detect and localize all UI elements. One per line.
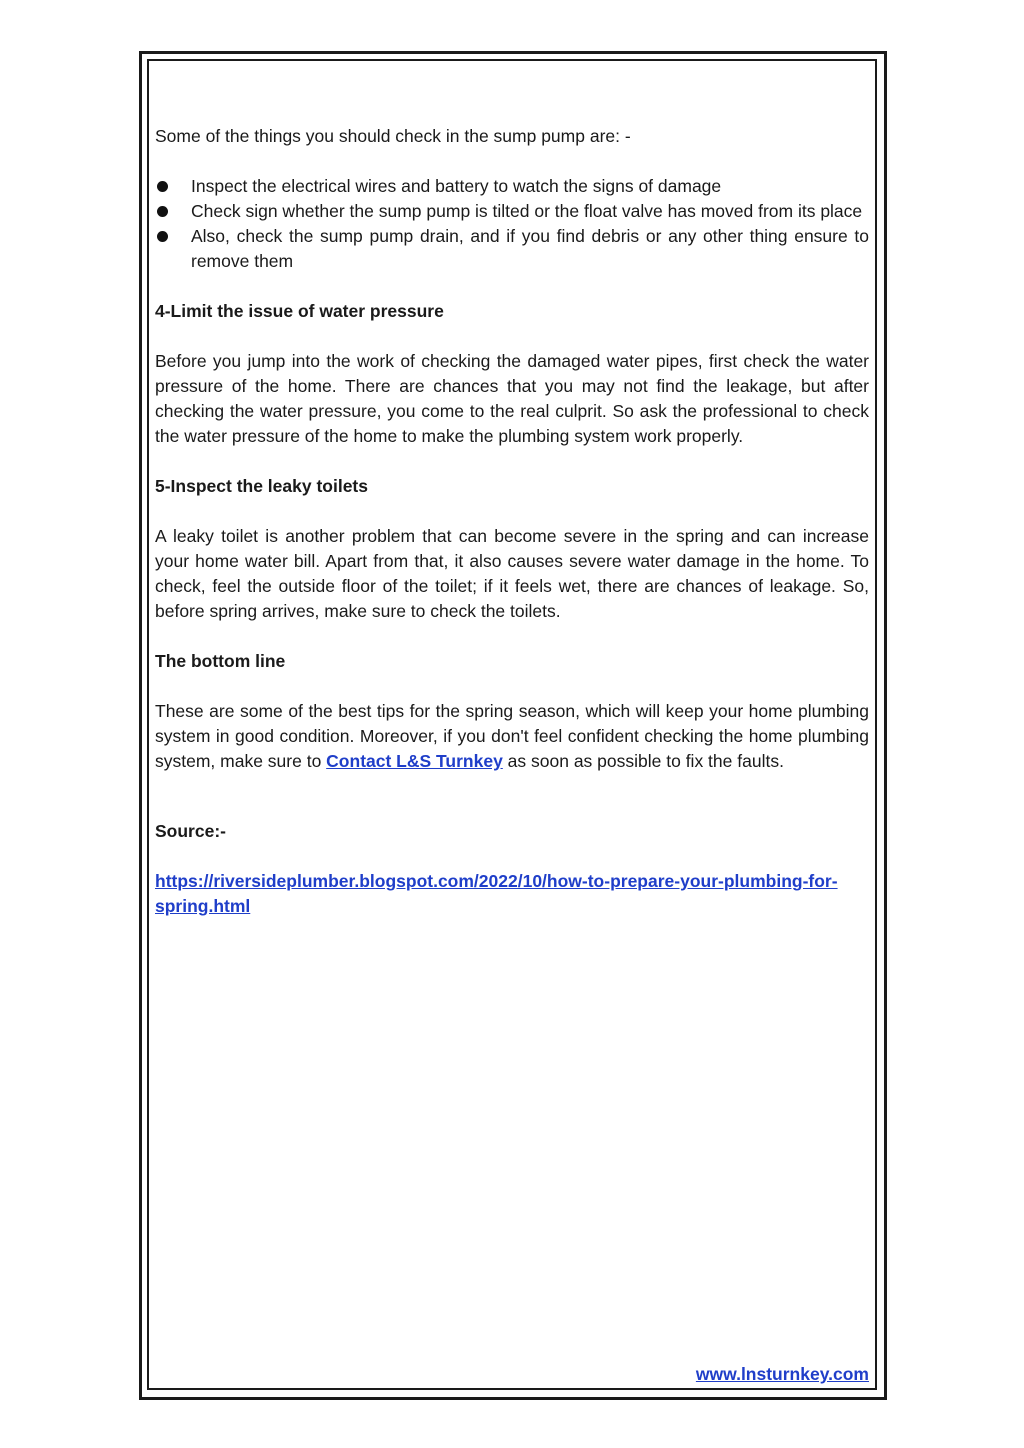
list-item-text: Also, check the sump pump drain, and if you find debris or any other thing ensure to remove them [191,226,869,271]
contact-ls-turnkey-link[interactable]: Contact L&S Turnkey [326,751,503,771]
document-content [155,124,869,919]
source-url-link[interactable]: https://riversideplumber.blogspot.com/2022/10/how-to-prepare-your-plumbing-for-spring.html [155,871,838,916]
bottom-line-heading: The bottom line [155,651,286,671]
footer-website-link[interactable]: www.lnsturnkey.com [695,1364,869,1384]
source-url-paragraph [155,869,869,919]
source-label: Source:- [155,821,226,841]
section-4-body: Before you jump into the work of checking the damaged water pipes, first check the water pressure of the home. There are chances that you may not find the leakage, but after checking the water pressure, you come to the real culprit. So ask the professional to check the water pressure of the home to make the plumbing system work properly. [155,351,869,446]
intro-paragraph: Some of the things you should check in the sump pump are: - [155,126,631,146]
bottom-line-text-after: as soon as possible to fix the faults. [502,751,784,771]
bullet-icon [157,181,168,192]
list-item-text: Check sign whether the sump pump is tilted or the float valve has moved from its place [191,201,863,221]
bottom-line-text-before: These are some of the best tips for the spring season, which will keep your home plumbing system in good condition. Moreover, if you don't feel confident checking the home plumbing system, make sure to [155,701,869,771]
bullet-icon [157,206,168,217]
list-item [155,224,869,274]
section-5-body: A leaky toilet is another problem that can become severe in the spring and can increase your home water bill. Apart from that, it also causes severe water damage in the home. To check, feel the outside floor of the toilet; if it feels wet, there are chances of leakage. So, before spring arrives, make sure to check the toilets. [155,526,869,621]
bullet-icon [157,231,168,242]
list-item-text: Inspect the electrical wires and battery to watch the signs of damage [191,176,722,196]
list-item [155,174,869,199]
sump-pump-checklist [155,174,869,274]
list-item [155,199,869,224]
section-4-heading: 4-Limit the issue of water pressure [155,301,444,321]
section-5-heading: 5-Inspect the leaky toilets [155,476,368,496]
bottom-line-body [155,699,869,774]
